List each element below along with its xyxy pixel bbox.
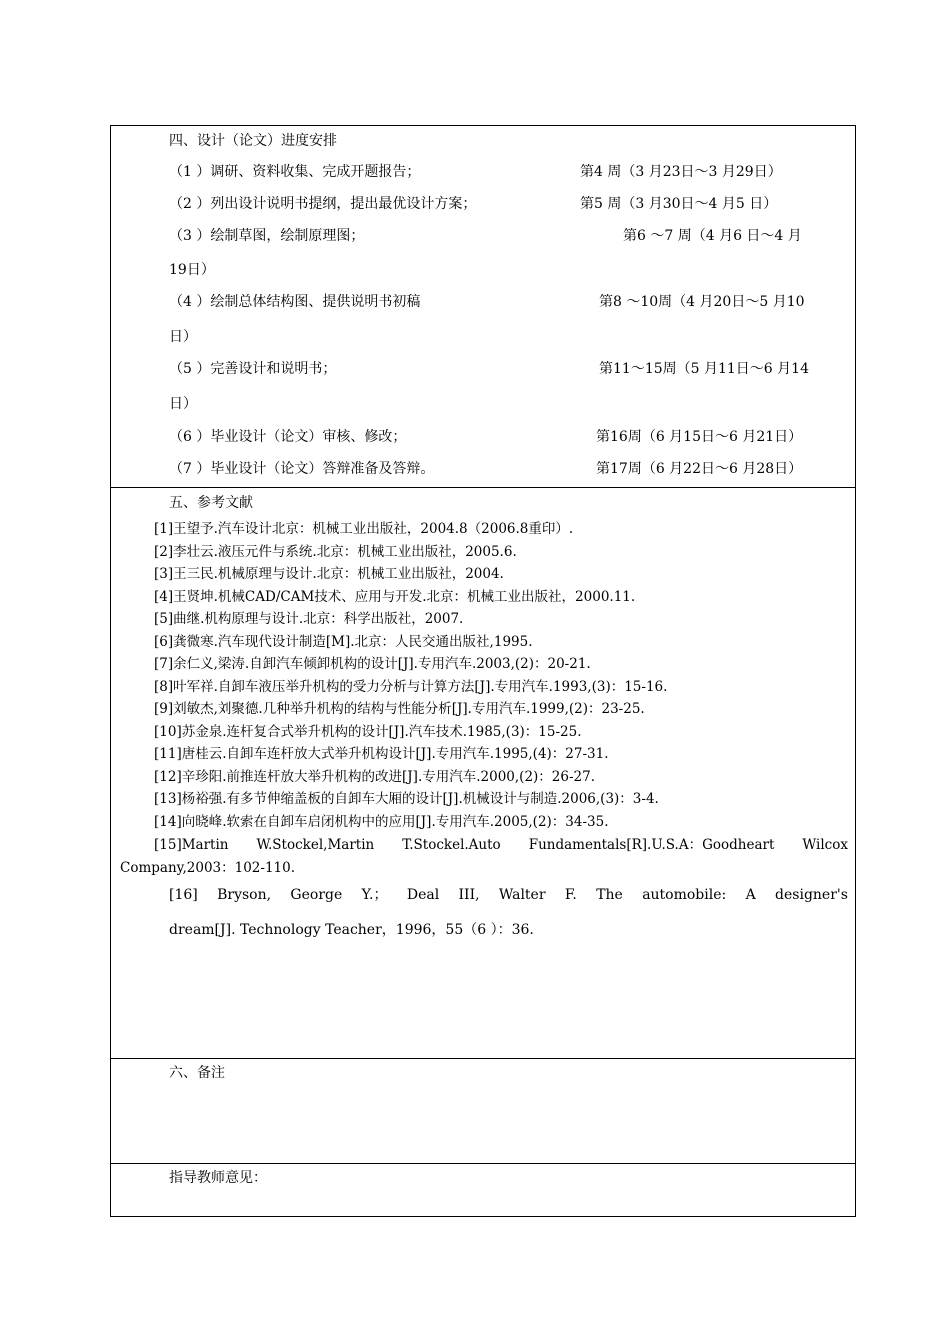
schedule-date-4: 第8 ～10周（4 月20日～5 月10 [599, 294, 805, 310]
section5-title: 五、参考文献 [169, 495, 253, 511]
schedule-item-5: （5 ）完善设计和说明书； [169, 361, 337, 377]
ref16-word: designer's [775, 887, 848, 903]
ref15-word: [15]Martin [154, 837, 229, 853]
ref16-word: F. [564, 887, 577, 903]
schedule-date-5-cont: 日） [169, 396, 197, 412]
reference-16-line1 [169, 886, 848, 904]
reference-15-line2: Company,2003：102-110. [120, 860, 296, 876]
schedule-item-6: （6 ）毕业设计（论文）审核、修改； [169, 429, 407, 445]
reference-item: [6]龚微寒.汽车现代设计制造[M].北京：人民交通出版社,1995. [154, 634, 533, 650]
schedule-date-6: 第16周（6 月15日～6 月21日） [596, 429, 803, 445]
schedule-date-4-cont: 日） [169, 329, 197, 345]
form-table [110, 125, 856, 1217]
ref16-word: Bryson, [217, 887, 272, 903]
ref15-word: T.Stockel.Auto [402, 837, 501, 853]
reference-item: [2]李壮云.液压元件与系统.北京：机械工业出版社，2005.6. [154, 544, 517, 560]
ref15-word: Wilcox [802, 837, 848, 853]
reference-item: [8]叶军祥.自卸车液压举升机构的受力分析与计算方法[J].专用汽车.1993,(3)：15-16. [154, 679, 668, 695]
schedule-item-1: （1 ）调研、资料收集、完成开题报告； [169, 164, 421, 180]
reference-16-line2: dream[J]. Technology Teacher，1996，55（6 ）：36. [169, 922, 534, 938]
schedule-date-3-cont: 19日） [169, 262, 215, 278]
schedule-date-3: 第6 ～7 周（4 月6 日～4 月 [623, 228, 802, 244]
ref16-word: automobile: [642, 887, 727, 903]
row-divider [111, 1163, 855, 1164]
reference-item: [4]王贤坤.机械CAD/CAM技术、应用与开发.北京：机械工业出版社，2000.11. [154, 589, 636, 605]
reference-item: [3]王三民.机械原理与设计.北京：机械工业出版社，2004. [154, 566, 504, 582]
ref16-word: Walter [498, 887, 546, 903]
section4-title: 四、设计（论文）进度安排 [169, 133, 337, 149]
ref16-word: A [745, 887, 756, 903]
ref16-word: III, [458, 887, 480, 903]
reference-15-line1 [154, 836, 848, 854]
row-divider [111, 1058, 855, 1059]
schedule-item-7: （7 ）毕业设计（论文）答辩准备及答辩。 [169, 461, 435, 477]
reference-item: [7]余仁义,梁涛.自卸汽车倾卸机构的设计[J].专用汽车.2003,(2)：20-21. [154, 656, 591, 672]
schedule-item-2: （2 ）列出设计说明书提纲，提出最优设计方案； [169, 196, 477, 212]
ref16-word: Y.； [361, 887, 388, 903]
schedule-item-4: （4 ）绘制总体结构图、提供说明书初稿 [169, 294, 421, 310]
ref16-word: George [290, 887, 343, 903]
reference-item: [13]杨裕强.有多节伸缩盖板的自卸车大厢的设计[J].机械设计与制造.2006,(3)：3-4. [154, 791, 659, 807]
schedule-date-2: 第5 周（3 月30日～4 月5 日） [580, 196, 778, 212]
schedule-item-3: （3 ）绘制草图，绘制原理图； [169, 228, 365, 244]
section6-title: 六、备注 [169, 1065, 225, 1081]
ref16-word: The [596, 887, 623, 903]
ref16-word: [16] [169, 887, 198, 903]
schedule-date-7: 第17周（6 月22日～6 月28日） [596, 461, 803, 477]
schedule-date-1: 第4 周（3 月23日～3 月29日） [580, 164, 782, 180]
ref15-word: W.Stockel,Martin [256, 837, 375, 853]
reference-item: [5]曲继.机构原理与设计.北京：科学出版社，2007. [154, 611, 464, 627]
ref16-word: Deal [406, 887, 440, 903]
ref15-word: Fundamentals[R].U.S.A：Goodheart [528, 837, 775, 853]
schedule-date-5: 第11～15周（5 月11日～6 月14 [599, 361, 809, 377]
advisor-opinion-label: 指导教师意见： [169, 1170, 267, 1186]
reference-item: [1]王望予.汽车设计北京：机械工业出版社，2004.8（2006.8重印）. [154, 521, 574, 537]
reference-item: [14]向晓峰.软索在自卸车启闭机构中的应用[J].专用汽车.2005,(2)：34-35. [154, 814, 609, 830]
reference-item: [12]辛珍阳.前推连杆放大举升机构的改进[J].专用汽车.2000,(2)：26-27. [154, 769, 596, 785]
reference-item: [9]刘敏杰,刘聚德.几种举升机构的结构与性能分析[J].专用汽车.1999,(2)：23-25. [154, 701, 645, 717]
reference-item: [10]苏金泉.连杆复合式举升机构的设计[J].汽车技术.1985,(3)：15-25. [154, 724, 582, 740]
row-divider [111, 487, 855, 488]
reference-item: [11]唐桂云.自卸车连杆放大式举升机构设计[J].专用汽车.1995,(4)：27-31. [154, 746, 609, 762]
